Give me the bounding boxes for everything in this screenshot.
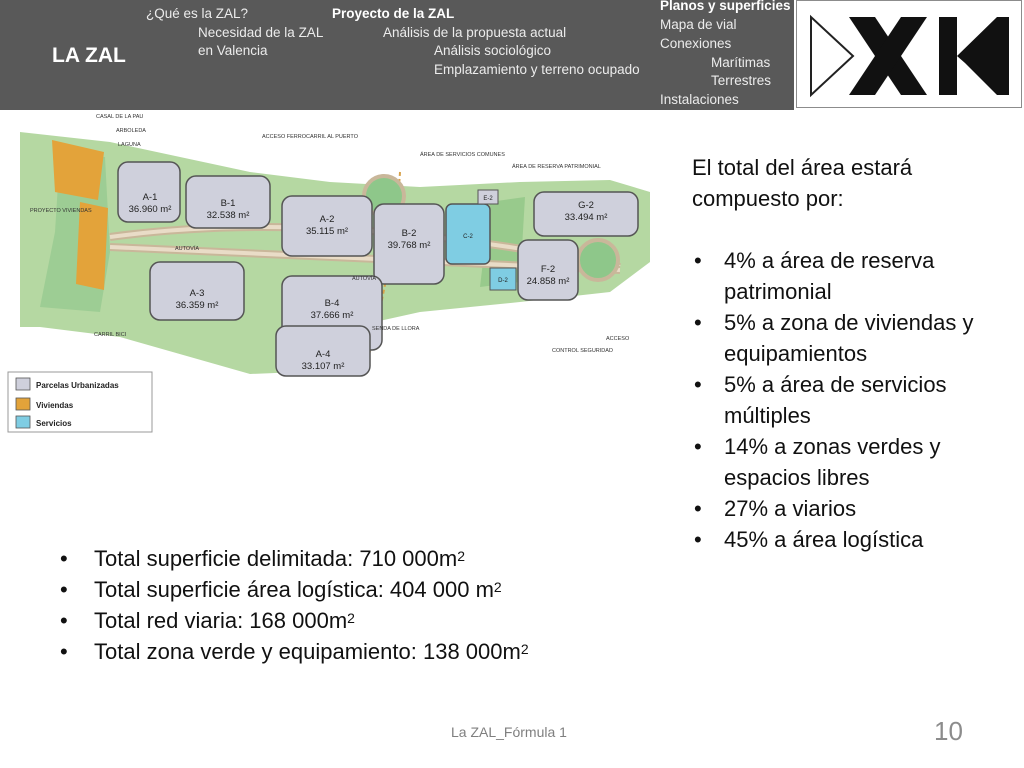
total-text: Total superficie área logística: 404 000 m bbox=[94, 577, 494, 602]
nav-item-conexiones[interactable]: Conexiones bbox=[660, 36, 732, 51]
site-plan-svg bbox=[0, 112, 664, 464]
total-text: Total zona verde y equipamiento: 138 000m bbox=[94, 639, 521, 664]
nav-item-terrestres[interactable]: Terrestres bbox=[711, 73, 772, 88]
parcel-label: A-2 bbox=[319, 214, 335, 225]
housing-zone bbox=[76, 202, 108, 290]
map-label: ACCESO bbox=[606, 336, 630, 342]
nav-item-en-valencia[interactable]: en Valencia bbox=[198, 43, 268, 58]
parcel-label: B-1 bbox=[220, 198, 236, 209]
list-item: • 14% a zonas verdes y espacios libres bbox=[692, 431, 1012, 493]
map-label: AUTOVÍA bbox=[175, 246, 200, 252]
slide-number: 10 bbox=[934, 716, 963, 746]
nav-item-mapa-vial[interactable]: Mapa de vial bbox=[660, 17, 737, 32]
map-label: ARBOLEDA bbox=[116, 128, 146, 134]
surface-totals-panel bbox=[60, 543, 680, 667]
legend-swatch-services bbox=[16, 416, 30, 428]
parcel-area: 24.858 m² bbox=[526, 276, 570, 287]
nav-item-maritimas[interactable]: Marítimas bbox=[711, 55, 771, 70]
parcel-area: 36.960 m² bbox=[128, 204, 172, 215]
parcel-label: E-2 bbox=[483, 196, 493, 202]
nav-item-instalaciones[interactable]: Instalaciones bbox=[660, 92, 739, 107]
parcel-area: 36.359 m² bbox=[175, 300, 219, 311]
map-label: SENDA DE LLORA bbox=[372, 326, 420, 332]
section-brand-title[interactable]: LA ZAL bbox=[52, 44, 126, 67]
legend-swatch-parcels bbox=[16, 378, 30, 390]
nav-item-necesidad[interactable]: Necesidad de la ZAL bbox=[198, 25, 324, 40]
list-item: • 27% a viarios bbox=[692, 493, 1012, 524]
list-item bbox=[60, 574, 680, 605]
unit-exponent: 2 bbox=[457, 548, 466, 564]
parcel-label: F-2 bbox=[540, 264, 556, 275]
nav-item-proyecto-zal[interactable]: Proyecto de la ZAL bbox=[332, 6, 455, 21]
zal-logo bbox=[796, 0, 1022, 108]
parcel-area: 32.538 m² bbox=[206, 210, 250, 221]
map-label: CONTROL SEGURIDAD bbox=[552, 348, 613, 354]
map-legend bbox=[8, 372, 152, 432]
legend-label: Parcelas Urbanizadas bbox=[36, 381, 119, 390]
list-item: • 5% a zona de viviendas y equipamientos bbox=[692, 307, 1012, 369]
top-navigation-bar bbox=[0, 0, 794, 110]
map-label: PROYECTO VIVIENDAS bbox=[30, 208, 92, 214]
parcel-label: G-2 bbox=[578, 200, 594, 211]
parcel-area: 33.494 m² bbox=[564, 212, 608, 223]
nav-item-emplazamiento[interactable]: Emplazamiento y terreno ocupado bbox=[434, 62, 640, 77]
legend-swatch-housing bbox=[16, 398, 30, 410]
parcel-label: D-2 bbox=[498, 278, 508, 284]
legend-label: Viviendas bbox=[36, 401, 74, 410]
list-item bbox=[60, 636, 680, 667]
composition-intro: El total del área estará compuesto por: bbox=[692, 155, 913, 211]
parcel-area: 39.768 m² bbox=[387, 240, 431, 251]
slide-footer: La ZAL_Fórmula 1 bbox=[451, 724, 567, 740]
area-composition-panel bbox=[692, 152, 1012, 555]
list-item: • 45% a área logística bbox=[692, 524, 1012, 555]
list-item: • 5% a área de servicios múltiples bbox=[692, 369, 1012, 431]
unit-exponent: 2 bbox=[520, 641, 529, 657]
parcel-area: 33.107 m² bbox=[301, 361, 345, 372]
map-label: CASAL DE LA PAU bbox=[96, 114, 144, 120]
total-text: Total superficie delimitada: 710 000m bbox=[94, 546, 458, 571]
list-item bbox=[60, 605, 680, 636]
map-label: CARRIL BICI bbox=[94, 332, 127, 338]
list-item bbox=[60, 543, 680, 574]
unit-exponent: 2 bbox=[347, 610, 355, 626]
parcel-label: C-2 bbox=[463, 234, 473, 240]
parcel-label: A-4 bbox=[315, 349, 331, 360]
parcel-label: A-1 bbox=[142, 192, 158, 203]
map-label: ÁREA DE SERVICIOS COMUNES bbox=[420, 152, 505, 158]
parcel-area: 35.115 m² bbox=[305, 226, 349, 237]
map-label: ÁREA DE RESERVA PATRIMONIAL bbox=[512, 164, 601, 170]
list-item: • 4% a área de reserva patrimonial bbox=[692, 245, 1012, 307]
total-text: Total red viaria: 168 000m bbox=[94, 608, 348, 633]
parcel-label: B-2 bbox=[401, 228, 417, 239]
nav-item-planos-superficies[interactable]: Planos y superficies bbox=[660, 0, 791, 13]
unit-exponent: 2 bbox=[493, 579, 502, 595]
totals-list bbox=[60, 543, 680, 667]
composition-list bbox=[692, 245, 1012, 555]
nav-item-analisis-sociologico[interactable]: Análisis sociológico bbox=[434, 43, 552, 58]
logo-mark-icon bbox=[797, 1, 1021, 107]
parcel-area: 37.666 m² bbox=[310, 310, 354, 321]
map-label: ACCESO FERROCARRIL AL PUERTO bbox=[262, 134, 358, 140]
nav-item-analisis-propuesta[interactable]: Análisis de la propuesta actual bbox=[383, 25, 567, 40]
map-label: AUTOVÍA bbox=[352, 276, 377, 282]
legend-label: Servicios bbox=[36, 419, 72, 428]
nav-item-que-es-la-zal[interactable]: ¿Qué es la ZAL? bbox=[146, 6, 249, 21]
parcel-label: B-4 bbox=[324, 298, 340, 309]
parcel-label: A-3 bbox=[189, 288, 205, 299]
map-label: LAGUNA bbox=[118, 142, 141, 148]
site-plan-map bbox=[0, 112, 664, 464]
